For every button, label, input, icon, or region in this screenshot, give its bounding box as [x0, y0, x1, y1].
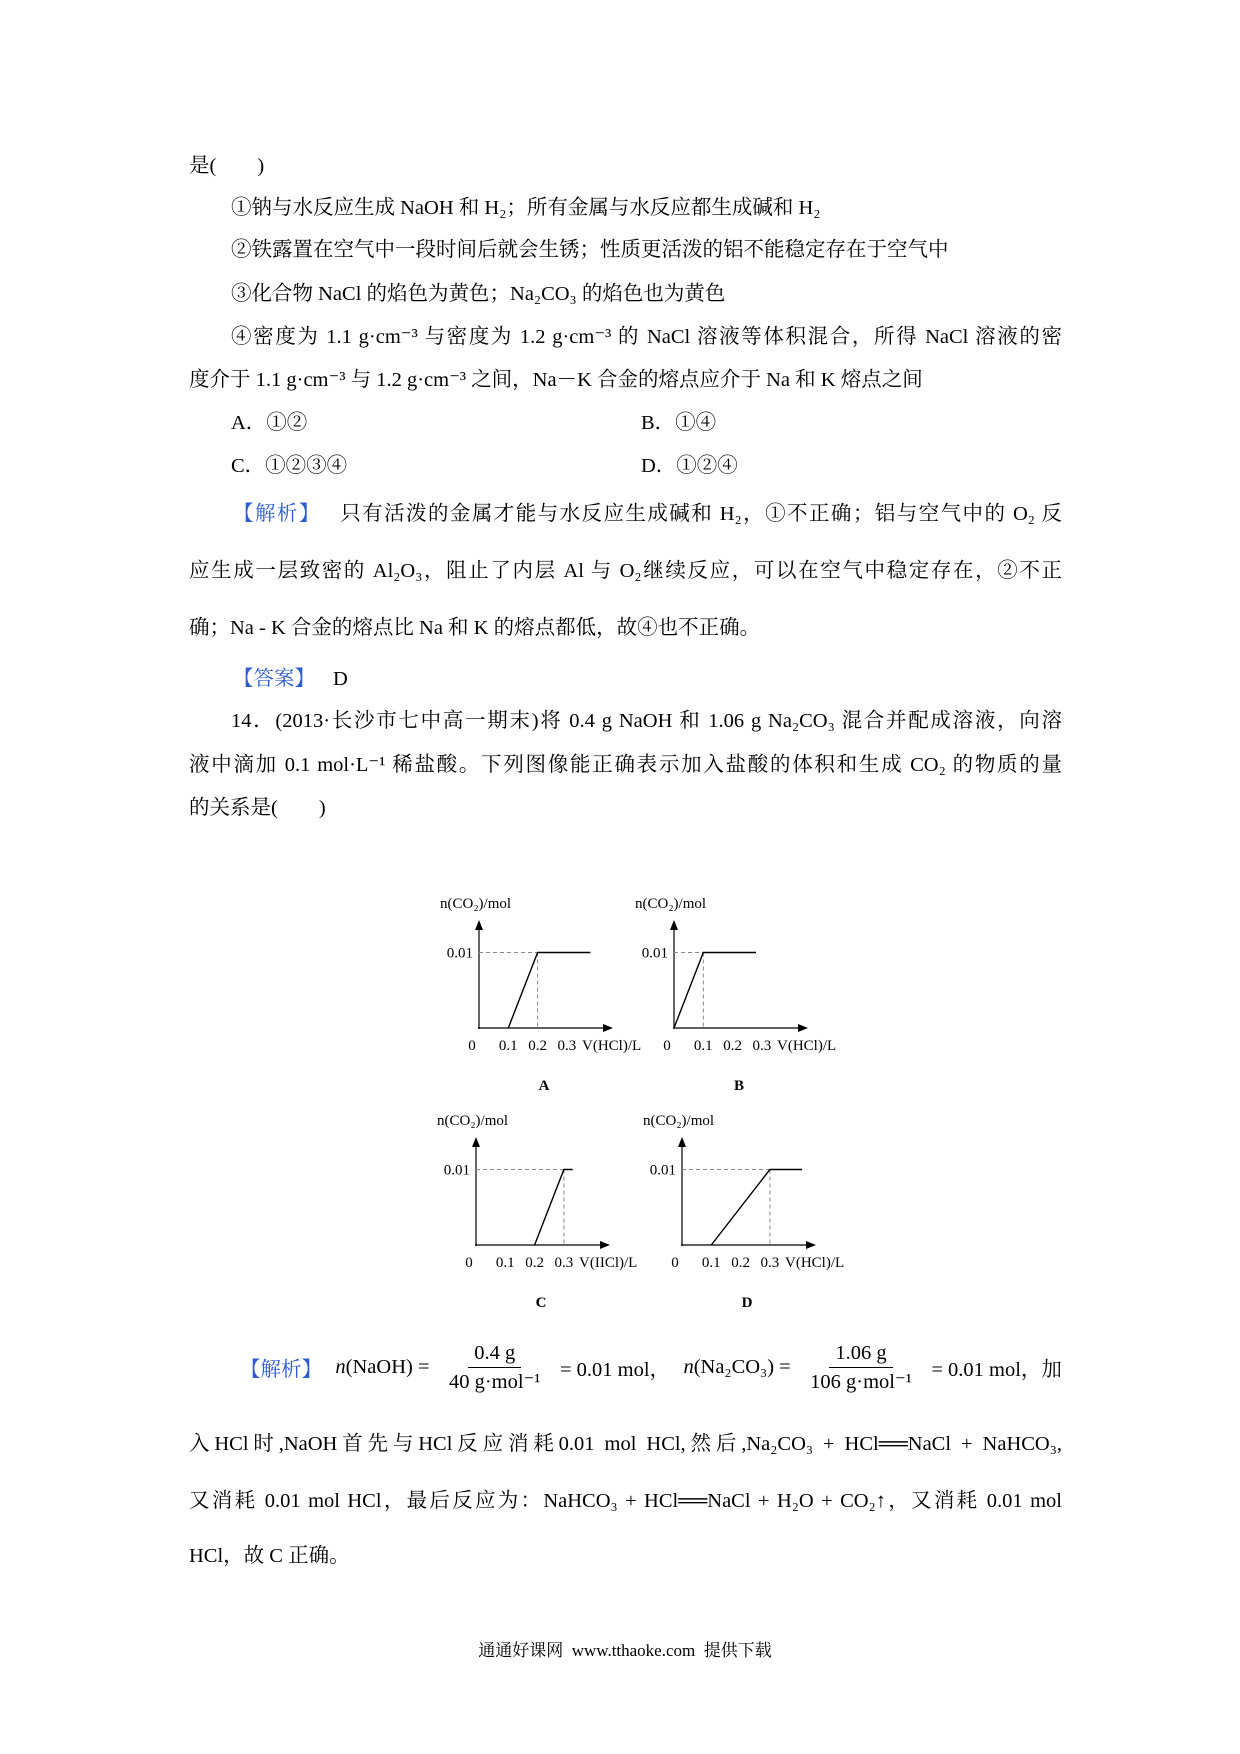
result-na2co3: = 0.01 mol，加: [931, 1359, 1062, 1381]
x-tick-label: 0.3: [554, 1255, 574, 1271]
y-axis-title: n(CO₂)/mol: [437, 1113, 509, 1129]
x-tick-label: 0.3: [752, 1038, 772, 1054]
panel-letter: D: [741, 1295, 753, 1311]
option-d: D．①②④: [641, 455, 738, 477]
x-tick-label: 0.2: [525, 1255, 544, 1271]
x-axis-title: V(HCl)/L: [777, 1038, 837, 1054]
y-axis-title: n(CO₂)/mol: [635, 896, 707, 912]
q14-analysis-line-3: 又消耗 0.01 mol HCl，最后反应为：NaHCO₃ + HCl══NaCl + H₂O + CO₂↑，又消耗 0.01 mol: [189, 1490, 1062, 1512]
n-na2co3-expression: [683, 1356, 790, 1379]
naoh-label: (NaOH) =: [345, 1355, 430, 1378]
x-tick-label: 0.2: [731, 1255, 750, 1271]
fraction-naoh: [443, 1339, 547, 1396]
x-tick-label: 0: [671, 1255, 679, 1271]
analysis-text: 只有活泼的金属才能与水反应生成碱和 H₂，①不正确；铝与空气中的 O₂ 反: [338, 503, 1063, 525]
y-axis-title: n(CO₂)/mol: [643, 1113, 715, 1129]
series-line: [711, 1170, 802, 1246]
series-line: [508, 953, 590, 1029]
fraction-denominator: 106 g·mol⁻¹: [810, 1370, 912, 1393]
series-line: [674, 953, 756, 1029]
x-tick-label: 0: [663, 1038, 671, 1054]
q14-analysis-line-4: HCl，故 C 正确。: [189, 1545, 350, 1567]
option-b: B．①④: [641, 412, 717, 434]
analysis-label: 【解析】: [240, 1359, 322, 1381]
series-line: [535, 1170, 573, 1246]
page-footer: 通通好课网 www.tthaoke.com 提供下载: [478, 1641, 772, 1660]
y-axis-title: n(CO₂)/mol: [440, 896, 512, 912]
statement-2: ②铁露置在空气中一段时间后就会生锈；性质更活泼的铝不能稳定存在于空气中: [231, 239, 949, 261]
y-axis-arrow: [475, 920, 483, 930]
y-axis-arrow: [472, 1137, 480, 1147]
x-tick-label: 0.1: [693, 1038, 713, 1054]
amount-symbol: n: [683, 1355, 694, 1378]
chart-a: [440, 896, 641, 1094]
option-c: C．①②③④: [231, 455, 348, 477]
answer-value: D: [333, 668, 348, 690]
panel-letter: B: [733, 1078, 745, 1094]
y-tick-label: 0.01: [443, 1162, 470, 1179]
na2co3-label: (Na₂CO₃) =: [693, 1355, 791, 1378]
question-14-stem-line-1: 14．(2013·长沙市七中高一期末)将 0.4 g NaOH 和 1.06 g Na₂CO₃ 混合并配成溶液，向溶: [231, 710, 1062, 732]
chart-b: [635, 896, 836, 1094]
x-tick-label: 0.3: [760, 1255, 780, 1271]
y-tick-label: 0.01: [641, 945, 668, 962]
panel-letter: A: [538, 1078, 550, 1094]
amount-symbol: n: [335, 1355, 346, 1378]
statement-3: ③化合物 NaCl 的焰色为黄色；Na₂CO₃ 的焰色也为黄色: [231, 283, 726, 305]
x-tick-label: 0.1: [498, 1038, 518, 1054]
x-axis-arrow: [603, 1024, 613, 1032]
chart-c: [437, 1113, 637, 1311]
question-14-stem-line-2: 液中滴加 0.1 mol·L⁻¹ 稀盐酸。下列图像能正确表示加入盐酸的体积和生成 CO₂ 的物质的量: [189, 754, 1062, 776]
y-axis-arrow: [670, 920, 678, 930]
question-13-stem-tail: 是( ): [189, 155, 265, 177]
x-tick-label: 0: [465, 1255, 473, 1271]
y-tick-label: 0.01: [446, 945, 473, 962]
statement-4-line-1: ④密度为 1.1 g·cm⁻³ 与密度为 1.2 g·cm⁻³ 的 NaCl 溶液等体积混合，所得 NaCl 溶液的密: [231, 326, 1062, 348]
q13-analysis-line-3: 确；Na - K 合金的熔点比 Na 和 K 的熔点都低，故④也不正确。: [189, 617, 761, 639]
q14-analysis-formula: [240, 1335, 1062, 1399]
answer-label: 【答案】: [233, 668, 315, 690]
x-tick-label: 0.2: [723, 1038, 742, 1054]
x-axis-arrow: [806, 1241, 816, 1249]
fraction-na2co3: [804, 1339, 918, 1396]
fraction-numerator: 0.4 g: [468, 1339, 521, 1368]
n-naoh-expression: [335, 1356, 429, 1379]
q13-analysis-line-2: 应生成一层致密的 Al₂O₃，阻止了内层 Al 与 O₂继续反应，可以在空气中稳定存在，②不正: [189, 560, 1062, 582]
answer-choice-charts: [380, 880, 900, 1330]
x-tick-label: 0.1: [701, 1255, 721, 1271]
result-naoh: = 0.01 mol，: [559, 1359, 671, 1381]
option-a: A．①②: [231, 412, 308, 434]
x-axis-title: V(HCl)/L: [582, 1038, 642, 1054]
y-tick-label: 0.01: [649, 1162, 676, 1179]
x-axis-arrow: [600, 1241, 610, 1249]
question-14-stem-line-3: 的关系是( ): [189, 797, 326, 819]
y-axis-arrow: [678, 1137, 686, 1147]
x-axis-title: V(IICl)/L: [579, 1255, 638, 1271]
x-tick-label: 0.2: [528, 1038, 547, 1054]
x-tick-label: 0: [468, 1038, 476, 1054]
statement-1: ①钠与水反应生成 NaOH 和 H₂；所有金属与水反应都生成碱和 H₂: [231, 197, 821, 219]
analysis-label: 【解析】: [233, 503, 321, 525]
statement-4-line-2: 度介于 1.1 g·cm⁻³ 与 1.2 g·cm⁻³ 之间，Na－K 合金的熔点应介于 Na 和 K 熔点之间: [189, 369, 923, 391]
fraction-denominator: 40 g·mol⁻¹: [448, 1370, 541, 1393]
x-axis-title: V(HCl)/L: [785, 1255, 845, 1271]
x-tick-label: 0.1: [495, 1255, 515, 1271]
q13-analysis-line-1: [233, 499, 1062, 529]
chart-d: [643, 1113, 844, 1311]
panel-letter: C: [535, 1295, 547, 1311]
q13-answer: [233, 664, 348, 694]
fraction-numerator: 1.06 g: [829, 1339, 892, 1368]
q14-analysis-line-2: 入HCl时,NaOH首先与HCl反应消耗0.01 mol HCl,然后,Na₂CO₃ + HCl══NaCl + NaHCO₃,: [189, 1433, 1062, 1455]
x-axis-arrow: [798, 1024, 808, 1032]
x-tick-label: 0.3: [557, 1038, 577, 1054]
